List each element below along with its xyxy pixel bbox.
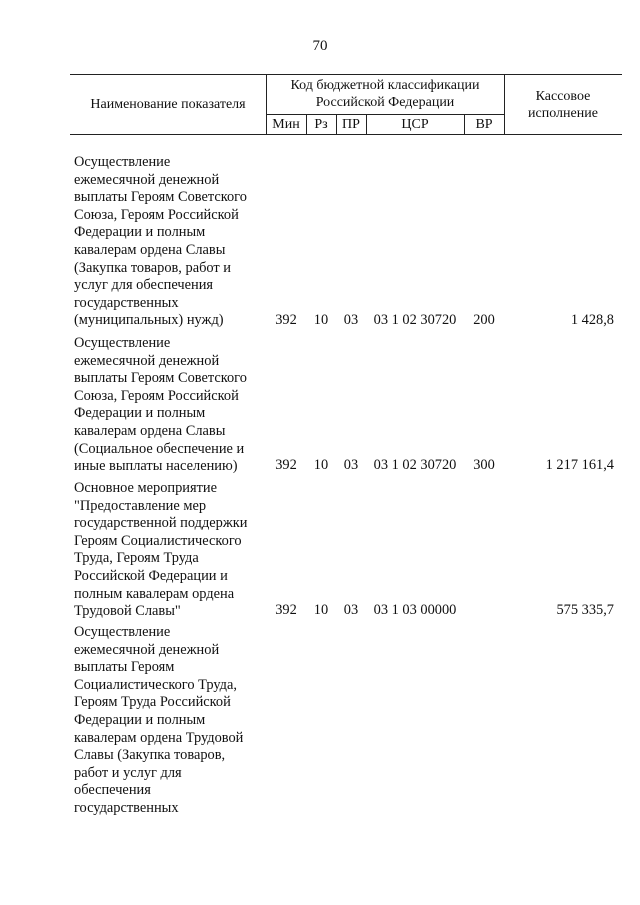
table-row bbox=[70, 154, 622, 332]
row-csr: 03 1 03 00000 bbox=[373, 602, 457, 618]
row-min: 392 bbox=[275, 602, 297, 618]
table-row bbox=[70, 335, 622, 477]
table-row bbox=[70, 480, 622, 622]
header-bottom-border bbox=[70, 134, 622, 135]
row-amount: 575 335,7 bbox=[556, 602, 614, 618]
row-vr: 300 bbox=[473, 457, 495, 473]
header-col-min: Мин bbox=[272, 117, 300, 132]
header-code-label-line2: Российской Федерации bbox=[315, 95, 455, 110]
row-name: Основное мероприятие "Предоставление мер государственной поддержки Героям Социалистического Труда, Героям Труда Российской Федерации и полным кавалерам ордена Трудовой Славы" bbox=[74, 480, 248, 620]
row-name: Осуществление ежемесячной денежной выплаты Героям Социалистического Труда, Героям Труда Российской Федерации и полным кавалерам ордена Трудовой Славы (Закупка товаров, работ и услуг для обеспечения государственных bbox=[74, 624, 244, 816]
header-cash-label-line2: исполнение bbox=[528, 106, 598, 121]
row-pr: 03 bbox=[343, 457, 359, 473]
row-amount: 1 217 161,4 bbox=[545, 457, 614, 473]
header-top-border bbox=[70, 74, 622, 75]
header-cash-label-line1: Кассовое bbox=[535, 89, 591, 104]
header-col-pr: ПР bbox=[342, 117, 360, 132]
row-csr: 03 1 02 30720 bbox=[373, 457, 457, 473]
row-min: 392 bbox=[275, 457, 297, 473]
row-vr: 200 bbox=[473, 312, 495, 328]
row-rz: 10 bbox=[313, 602, 329, 618]
row-amount: 1 428,8 bbox=[570, 312, 614, 328]
table-header bbox=[70, 74, 622, 134]
table-row bbox=[70, 624, 622, 820]
row-name: Осуществление ежемесячной денежной выплаты Героям Советского Союза, Героям Российской Федерации и полным кавалерам ордена Славы (Социальное обеспечение и иные выплаты населению) bbox=[74, 335, 247, 475]
header-col-vr: ВР bbox=[475, 117, 493, 132]
row-name: Осуществление ежемесячной денежной выплаты Героям Советского Союза, Героям Российской Федерации и полным кавалерам ордена Славы (Закупка товаров, работ и услуг для обеспечения государственных (муниципальных) нужд) bbox=[74, 154, 247, 329]
row-csr: 03 1 02 30720 bbox=[373, 312, 457, 328]
header-name-label: Наименование показателя bbox=[90, 97, 246, 112]
header-code-label-line1: Код бюджетной классификации bbox=[290, 78, 480, 93]
header-col-rz: Рз bbox=[314, 117, 328, 132]
row-pr: 03 bbox=[343, 312, 359, 328]
row-pr: 03 bbox=[343, 602, 359, 618]
row-rz: 10 bbox=[313, 457, 329, 473]
row-rz: 10 bbox=[313, 312, 329, 328]
header-subdivider bbox=[266, 114, 504, 115]
header-col-csr: ЦСР bbox=[401, 117, 429, 132]
page-number: 70 bbox=[312, 38, 328, 54]
row-min: 392 bbox=[275, 312, 297, 328]
